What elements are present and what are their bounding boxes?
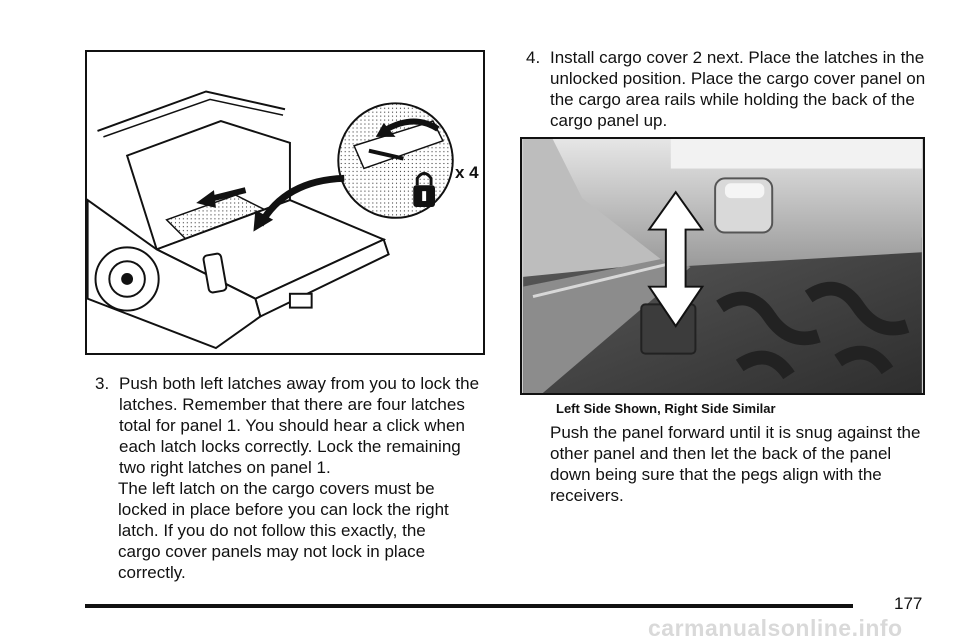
cargo-latch-photo (520, 137, 925, 395)
photo-caption: Left Side Shown, Right Side Similar (556, 401, 776, 416)
step-4-text: Install cargo cover 2 next. Place the latches in the unlocked position. Place the cargo cover panel on the cargo area rails while holding the back of the cargo panel up. (550, 48, 926, 130)
latch-count-label: x 4 (455, 163, 479, 182)
cargo-cover-latch-illustration (85, 50, 485, 355)
step-4-number: 4. (526, 48, 541, 67)
watermark: carmanualsonline.info (648, 615, 903, 641)
latch-photo-drawing (522, 139, 923, 393)
latch-order-note: The left latch on the cargo covers must be locked in place before you can lock the right latch. If you do not follow this exactly, the cargo cover panels may not lock in place correctly. (118, 479, 449, 582)
step-3-number: 3. (95, 374, 110, 393)
footer-rule (85, 604, 853, 608)
step-3-text: Push both left latches away from you to lock the latches. Remember that there are four latches total for panel 1. You should hear a click when each latch locks correctly. Lock the remaining two right latches on panel 1. (119, 374, 480, 477)
step-4 (526, 47, 926, 131)
truck-bed-drawing (87, 52, 483, 353)
page-number: 177 (894, 594, 923, 613)
step-3 (95, 373, 490, 478)
push-panel-instructions: Push the panel forward until it is snug against the other panel and then let the back of the panel down being sure that the pegs align with the receivers. (550, 423, 921, 505)
